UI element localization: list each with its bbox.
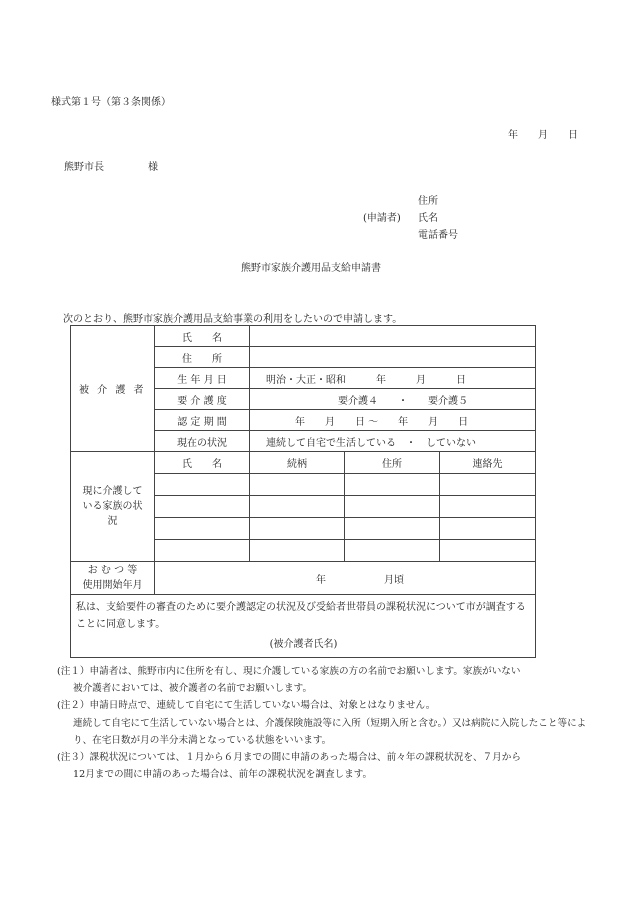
care-level-5[interactable]: 要介護５ bbox=[428, 395, 468, 407]
family-cell[interactable] bbox=[345, 474, 440, 496]
care-recipient-label: 被 介 護 者 bbox=[71, 326, 155, 452]
consent-box bbox=[71, 595, 536, 658]
family-cell[interactable] bbox=[155, 496, 250, 518]
care-recipient-address-field[interactable] bbox=[250, 347, 536, 368]
family-cell[interactable] bbox=[155, 474, 250, 496]
diaper-label-line2: 使用開始年月 bbox=[82, 580, 143, 591]
row-label-address: 住 所 bbox=[155, 347, 250, 368]
family-cell[interactable] bbox=[440, 496, 536, 518]
family-cell[interactable] bbox=[250, 496, 345, 518]
family-cell[interactable] bbox=[155, 540, 250, 562]
diaper-year: 年 bbox=[316, 574, 326, 586]
diaper-label-line1: お む つ 等 bbox=[87, 565, 138, 576]
note-2 bbox=[57, 697, 587, 749]
note-1-head: (注１）申請者は、熊野市内に住所を有し、現に介護している家族の方の名前でお願いします。家族がいない bbox=[57, 666, 521, 677]
family-header-contact: 連絡先 bbox=[440, 452, 536, 474]
note-1 bbox=[57, 663, 587, 697]
date-day: 日 bbox=[568, 130, 578, 141]
intro-text: 次のとおり、熊野市家族介護用品支給事業の利用をしたいので申請します。 bbox=[63, 314, 403, 325]
care-level-options[interactable] bbox=[250, 389, 536, 410]
care-level-separator: ・ bbox=[398, 395, 408, 407]
care-recipient-name-field[interactable] bbox=[250, 326, 536, 347]
note-2-cont: 連続して自宅にて生活していない場合とは、介護保険施設等に入所（短期入所と含む。）又は病院に入院したこと等により、在宅日数が月の半分未満となっている状態をいいます。 bbox=[73, 717, 587, 746]
family-cell[interactable] bbox=[440, 518, 536, 540]
row-label-birthdate: 生 年 月 日 bbox=[155, 368, 250, 389]
family-header-address: 住所 bbox=[345, 452, 440, 474]
diaper-start-field[interactable] bbox=[155, 562, 536, 595]
birthdate-field[interactable]: 明治・大正・昭和 年 月 日 bbox=[250, 368, 536, 389]
applicant-name-label: 氏名 bbox=[418, 213, 438, 224]
form-number: 様式第１号（第３条関係） bbox=[51, 97, 171, 108]
applicant-label: (申請者) bbox=[363, 213, 401, 224]
cert-period-field[interactable]: 年 月 日 ～ 年 月 日 bbox=[250, 410, 536, 431]
family-cell[interactable] bbox=[250, 474, 345, 496]
row-label-care-level: 要 介 護 度 bbox=[155, 389, 250, 410]
family-cell[interactable] bbox=[440, 474, 536, 496]
document-title: 熊野市家族介護用品支給申請書 bbox=[241, 263, 381, 274]
row-label-name: 氏 名 bbox=[155, 326, 250, 347]
row-label-status: 現在の状況 bbox=[155, 431, 250, 452]
note-1-cont: 被介護者においては、被介護者の名前でお願いします。 bbox=[73, 683, 313, 695]
note-3-head: (注３）課税状況については、１月から６月までの間に申請のあった場合は、前々年の課税状況を、７月から bbox=[57, 752, 521, 764]
consent-signature[interactable]: (被介護者氏名) bbox=[269, 639, 338, 650]
family-header-name: 氏 名 bbox=[155, 452, 250, 474]
addressee: 熊野市長 bbox=[64, 162, 104, 173]
date-month: 月 bbox=[538, 130, 548, 141]
application-table bbox=[70, 325, 536, 658]
family-cell[interactable] bbox=[345, 540, 440, 562]
diaper-label bbox=[71, 562, 155, 595]
family-header-relation: 続柄 bbox=[250, 452, 345, 474]
note-3 bbox=[57, 749, 587, 783]
family-cell[interactable] bbox=[250, 518, 345, 540]
applicant-address-label: 住所 bbox=[418, 196, 438, 207]
consent-text: 私は、支給要件の審査のために要介護認定の状況及び受給者世帯員の課税状況について市が調査することに同意します。 bbox=[76, 602, 526, 630]
row-label-cert-period: 認 定 期 間 bbox=[155, 410, 250, 431]
family-cell[interactable] bbox=[155, 518, 250, 540]
notes bbox=[57, 663, 587, 783]
note-2-head: (注２）申請日時点で、連続して自宅にて生活していない場合は、対象とはなりません。 bbox=[57, 700, 436, 712]
addressee-suffix: 様 bbox=[148, 162, 158, 173]
care-level-4[interactable]: 要介護４ bbox=[338, 395, 378, 407]
applicant-phone-label: 電話番号 bbox=[418, 230, 458, 241]
family-cell[interactable] bbox=[440, 540, 536, 562]
note-3-cont: 12月までの間に申請のあった場合は、前年の課税状況を調査します。 bbox=[73, 769, 373, 781]
family-cell[interactable] bbox=[345, 518, 440, 540]
diaper-month: 月頃 bbox=[384, 574, 404, 586]
status-options[interactable]: 連続して自宅で生活している ・ していない bbox=[250, 431, 536, 452]
family-cell[interactable] bbox=[250, 540, 345, 562]
family-label: 現に介護している家族の状況 bbox=[71, 452, 155, 562]
date-year: 年 bbox=[508, 130, 518, 141]
family-cell[interactable] bbox=[345, 496, 440, 518]
